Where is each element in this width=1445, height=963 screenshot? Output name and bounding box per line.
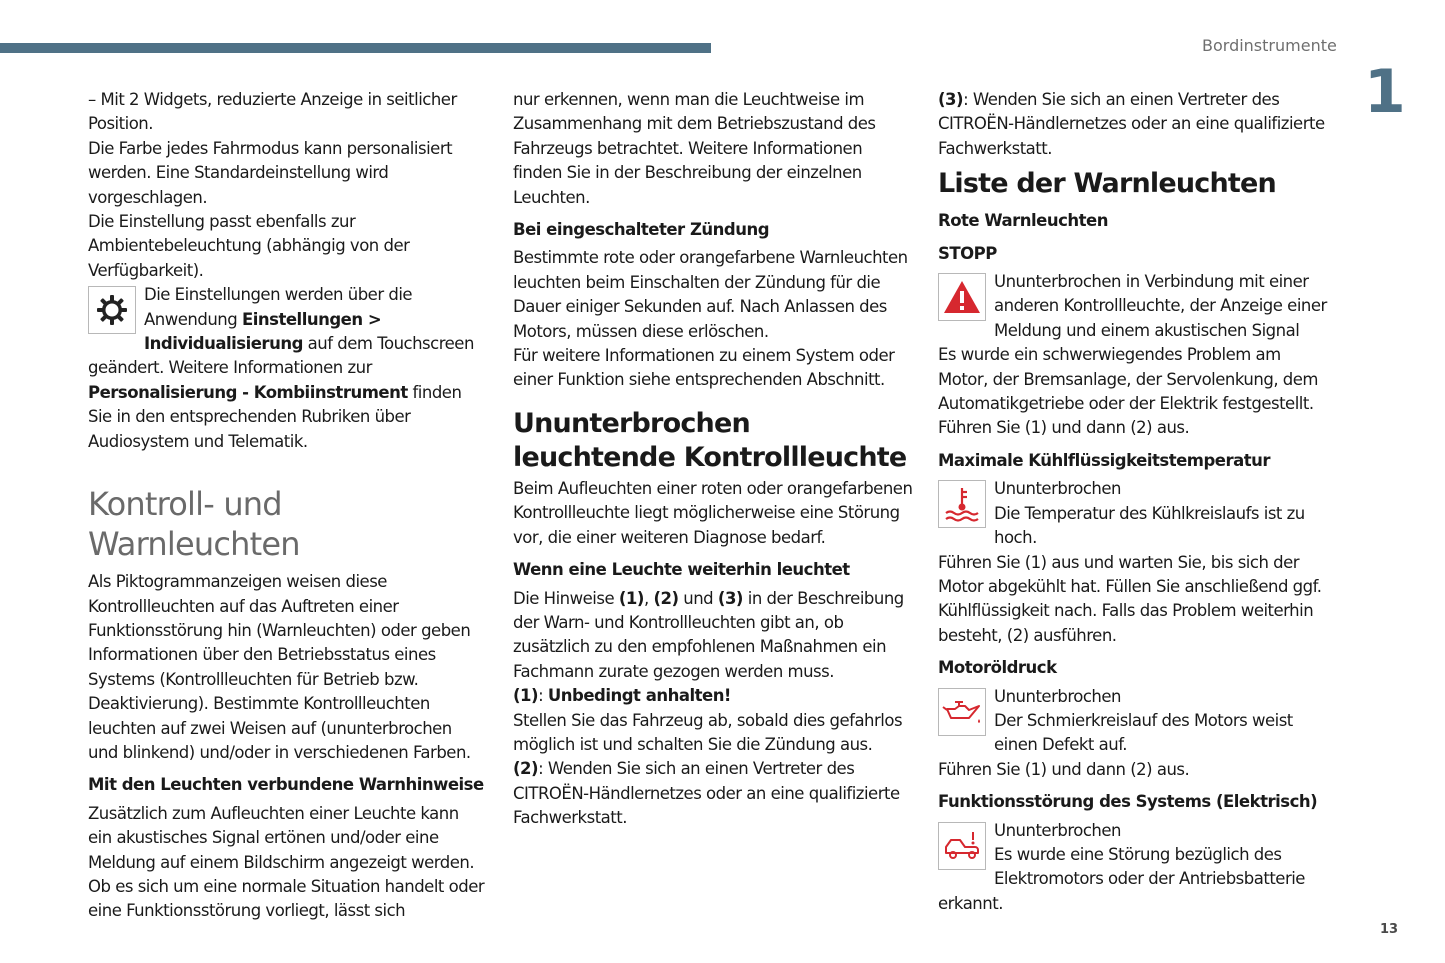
paragraph: – Mit 2 Widgets, reduzierte Anzeige in seitlicher Position.: [88, 90, 457, 134]
text: : Wenden Sie sich an einen Vertreter des CITROËN-Händlernetzes oder an eine qualifizierte Fachwerkstatt.: [513, 759, 900, 828]
paragraph: Die Einstellung passt ebenfalls zur Ambientebeleuchtung (abhängig von der Verfügbarkeit).: [88, 212, 410, 280]
paragraph: Führen Sie (1) und dann (2) aus.: [938, 418, 1190, 438]
subheading: Rote Warnleuchten: [938, 211, 1108, 231]
bold-text: Unbedingt anhalten!: [547, 686, 731, 706]
warning-title: Maximale Kühlflüssigkeitstemperatur: [938, 450, 1271, 470]
paragraph: nur erkennen, wenn man die Leuchtweise im Zusammenhang mit dem Betriebszustand des Fahrzeugs betrachtet. Weitere Informationen finden Sie in der Beschreibung der einzelnen Leuchten.: [513, 90, 876, 207]
text: Ununterbrochen: [994, 820, 1121, 840]
paragraph: Führen Sie (1) und dann (2) aus.: [938, 759, 1190, 779]
subheading: Bei eingeschalteter Zündung: [513, 220, 770, 240]
section-heading: Kontroll- und Warnleuchten: [88, 485, 300, 564]
coolant-temperature-icon: [938, 480, 986, 528]
text: Die Temperatur des Kühlkreislaufs ist zu hoch.: [994, 503, 1305, 548]
text: auf dem Touchscreen geändert. Weitere Informationen zur: [88, 334, 474, 378]
reference: (2): [513, 759, 539, 779]
warning-description: [938, 685, 1330, 758]
column-middle: [513, 88, 913, 831]
text: :: [538, 686, 548, 706]
paragraph: [938, 88, 1330, 161]
text: Der Schmierkreislauf des Motors weist einen Defekt auf.: [994, 710, 1293, 755]
paragraph: Ob es sich um eine normale Situation handelt oder eine Funktionsstörung vorliegt, lässt sich: [88, 876, 485, 921]
text: finden Sie in den entsprechenden Rubriken über Audiosystem und Telematik.: [88, 382, 462, 451]
subheading: Mit den Leuchten verbundene Warnhinweise: [88, 775, 484, 795]
warning-title: STOPP: [938, 243, 997, 263]
column-right: [938, 88, 1330, 916]
text: und: [678, 588, 718, 608]
text: : Wenden Sie sich an einen Vertreter des CITROËN-Händlernetzes oder an eine qualifizierte Fachwerkstatt.: [938, 90, 1325, 158]
page-number: 13: [1380, 922, 1399, 937]
subheading: Wenn eine Leuchte weiterhin leuchtet: [513, 560, 850, 580]
paragraph: Stellen Sie das Fahrzeug ab, sobald dies gefahrlos möglich ist und schalten Sie die Zündung aus.: [513, 710, 903, 754]
oil-can-icon: [938, 688, 986, 736]
paragraph: Für weitere Informationen zu einem System oder einer Funktion siehe entsprechenden Abschnitt.: [513, 346, 895, 390]
column-left: [88, 88, 486, 924]
bold-text: Personalisierung - Kombiinstrument: [88, 382, 408, 402]
text: Die Einstellungen werden über die Anwendung: [144, 285, 413, 329]
paragraph: [513, 684, 913, 708]
gear-icon: [88, 286, 136, 334]
warning-triangle-icon: [938, 273, 986, 321]
text: Ununterbrochen in Verbindung mit einer anderen Kontrollleuchte, der Anzeige einer Meldung und einem akustischen Signal: [994, 272, 1327, 340]
paragraph: Zusätzlich zum Aufleuchten einer Leuchte kann ein akustisches Signal ertönen und/oder eine Meldung auf einem Bildschirm angezeigt werden.: [88, 803, 475, 872]
text: ,: [643, 588, 654, 608]
bold-text: Einstellungen > Individualisierung: [144, 309, 382, 354]
warning-title: Funktionsstörung des Systems (Elektrisch): [938, 792, 1318, 812]
section-heading: Ununterbrochen leuchtende Kontrollleuchte: [513, 407, 907, 473]
header-accent-bar: [0, 43, 711, 53]
warning-description: [938, 477, 1330, 550]
text: Ununterbrochen: [994, 479, 1121, 499]
chapter-number: 1: [1364, 57, 1406, 127]
warning-description: [938, 270, 1330, 343]
paragraph: [513, 587, 913, 685]
reference: (2): [653, 588, 679, 608]
settings-paragraph: [88, 283, 486, 454]
section-title: Bordinstrumente: [1202, 36, 1337, 55]
paragraph: Führen Sie (1) aus und warten Sie, bis sich der Motor abgekühlt hat. Füllen Sie anschließend ggf. Kühlflüssigkeit nach. Falls das Problem weiterhin besteht, (2) ausführen.: [938, 552, 1322, 645]
electric-car-fault-icon: [938, 822, 986, 870]
reference: (3): [717, 588, 743, 608]
warning-description: [938, 819, 1330, 917]
warning-title: Motoröldruck: [938, 658, 1057, 678]
paragraph: Beim Aufleuchten einer roten oder orangefarbenen Kontrollleuchte liegt möglicherweise eine Störung vor, die einer weiteren Diagnose bedarf.: [513, 478, 913, 547]
text: in der Beschreibung der Warn- und Kontrollleuchten gibt an, ob zusätzlich zu den empfohlenen Maßnahmen ein Fachmann zurate gezogen werden muss.: [513, 588, 904, 681]
text: Es wurde eine Störung bezüglich des Elektromotors oder der Antriebsbatterie erkannt.: [938, 844, 1305, 913]
paragraph: Bestimmte rote oder orangefarbene Warnleuchten leuchten beim Einschalten der Zündung für die Dauer einiger Sekunden auf. Nach Anlassen des Motors, müssen diese erlöschen.: [513, 248, 908, 341]
text: Ununterbrochen: [994, 686, 1121, 706]
paragraph: [513, 757, 913, 830]
reference: (3): [938, 90, 964, 109]
reference: (1): [618, 588, 644, 608]
paragraph: Die Farbe jedes Fahrmodus kann personalisiert werden. Eine Standardeinstellung wird vorgeschlagen.: [88, 138, 453, 207]
paragraph: Als Piktogrammanzeigen weisen diese Kontrollleuchten auf das Auftreten einer Funktionsstörung hin (Warnleuchten) oder geben Informationen über den Betriebsstatus eines Systems (Kontrollleuchten für Betrieb bzw. Deaktivierung). Bestimmte Kontrollleuchten leuchten auf zwei Weisen auf (ununterbrochen und blinkend) und/oder in verschiedenen Farben.: [88, 572, 471, 762]
text: Die Hinweise: [513, 588, 619, 608]
section-heading: Liste der Warnleuchten: [938, 168, 1276, 200]
paragraph: Es wurde ein schwerwiegendes Problem am Motor, der Bremsanlage, der Servolenkung, dem Automatikgetriebe oder der Elektrik festgestellt.: [938, 345, 1319, 414]
reference: (1): [513, 686, 539, 706]
